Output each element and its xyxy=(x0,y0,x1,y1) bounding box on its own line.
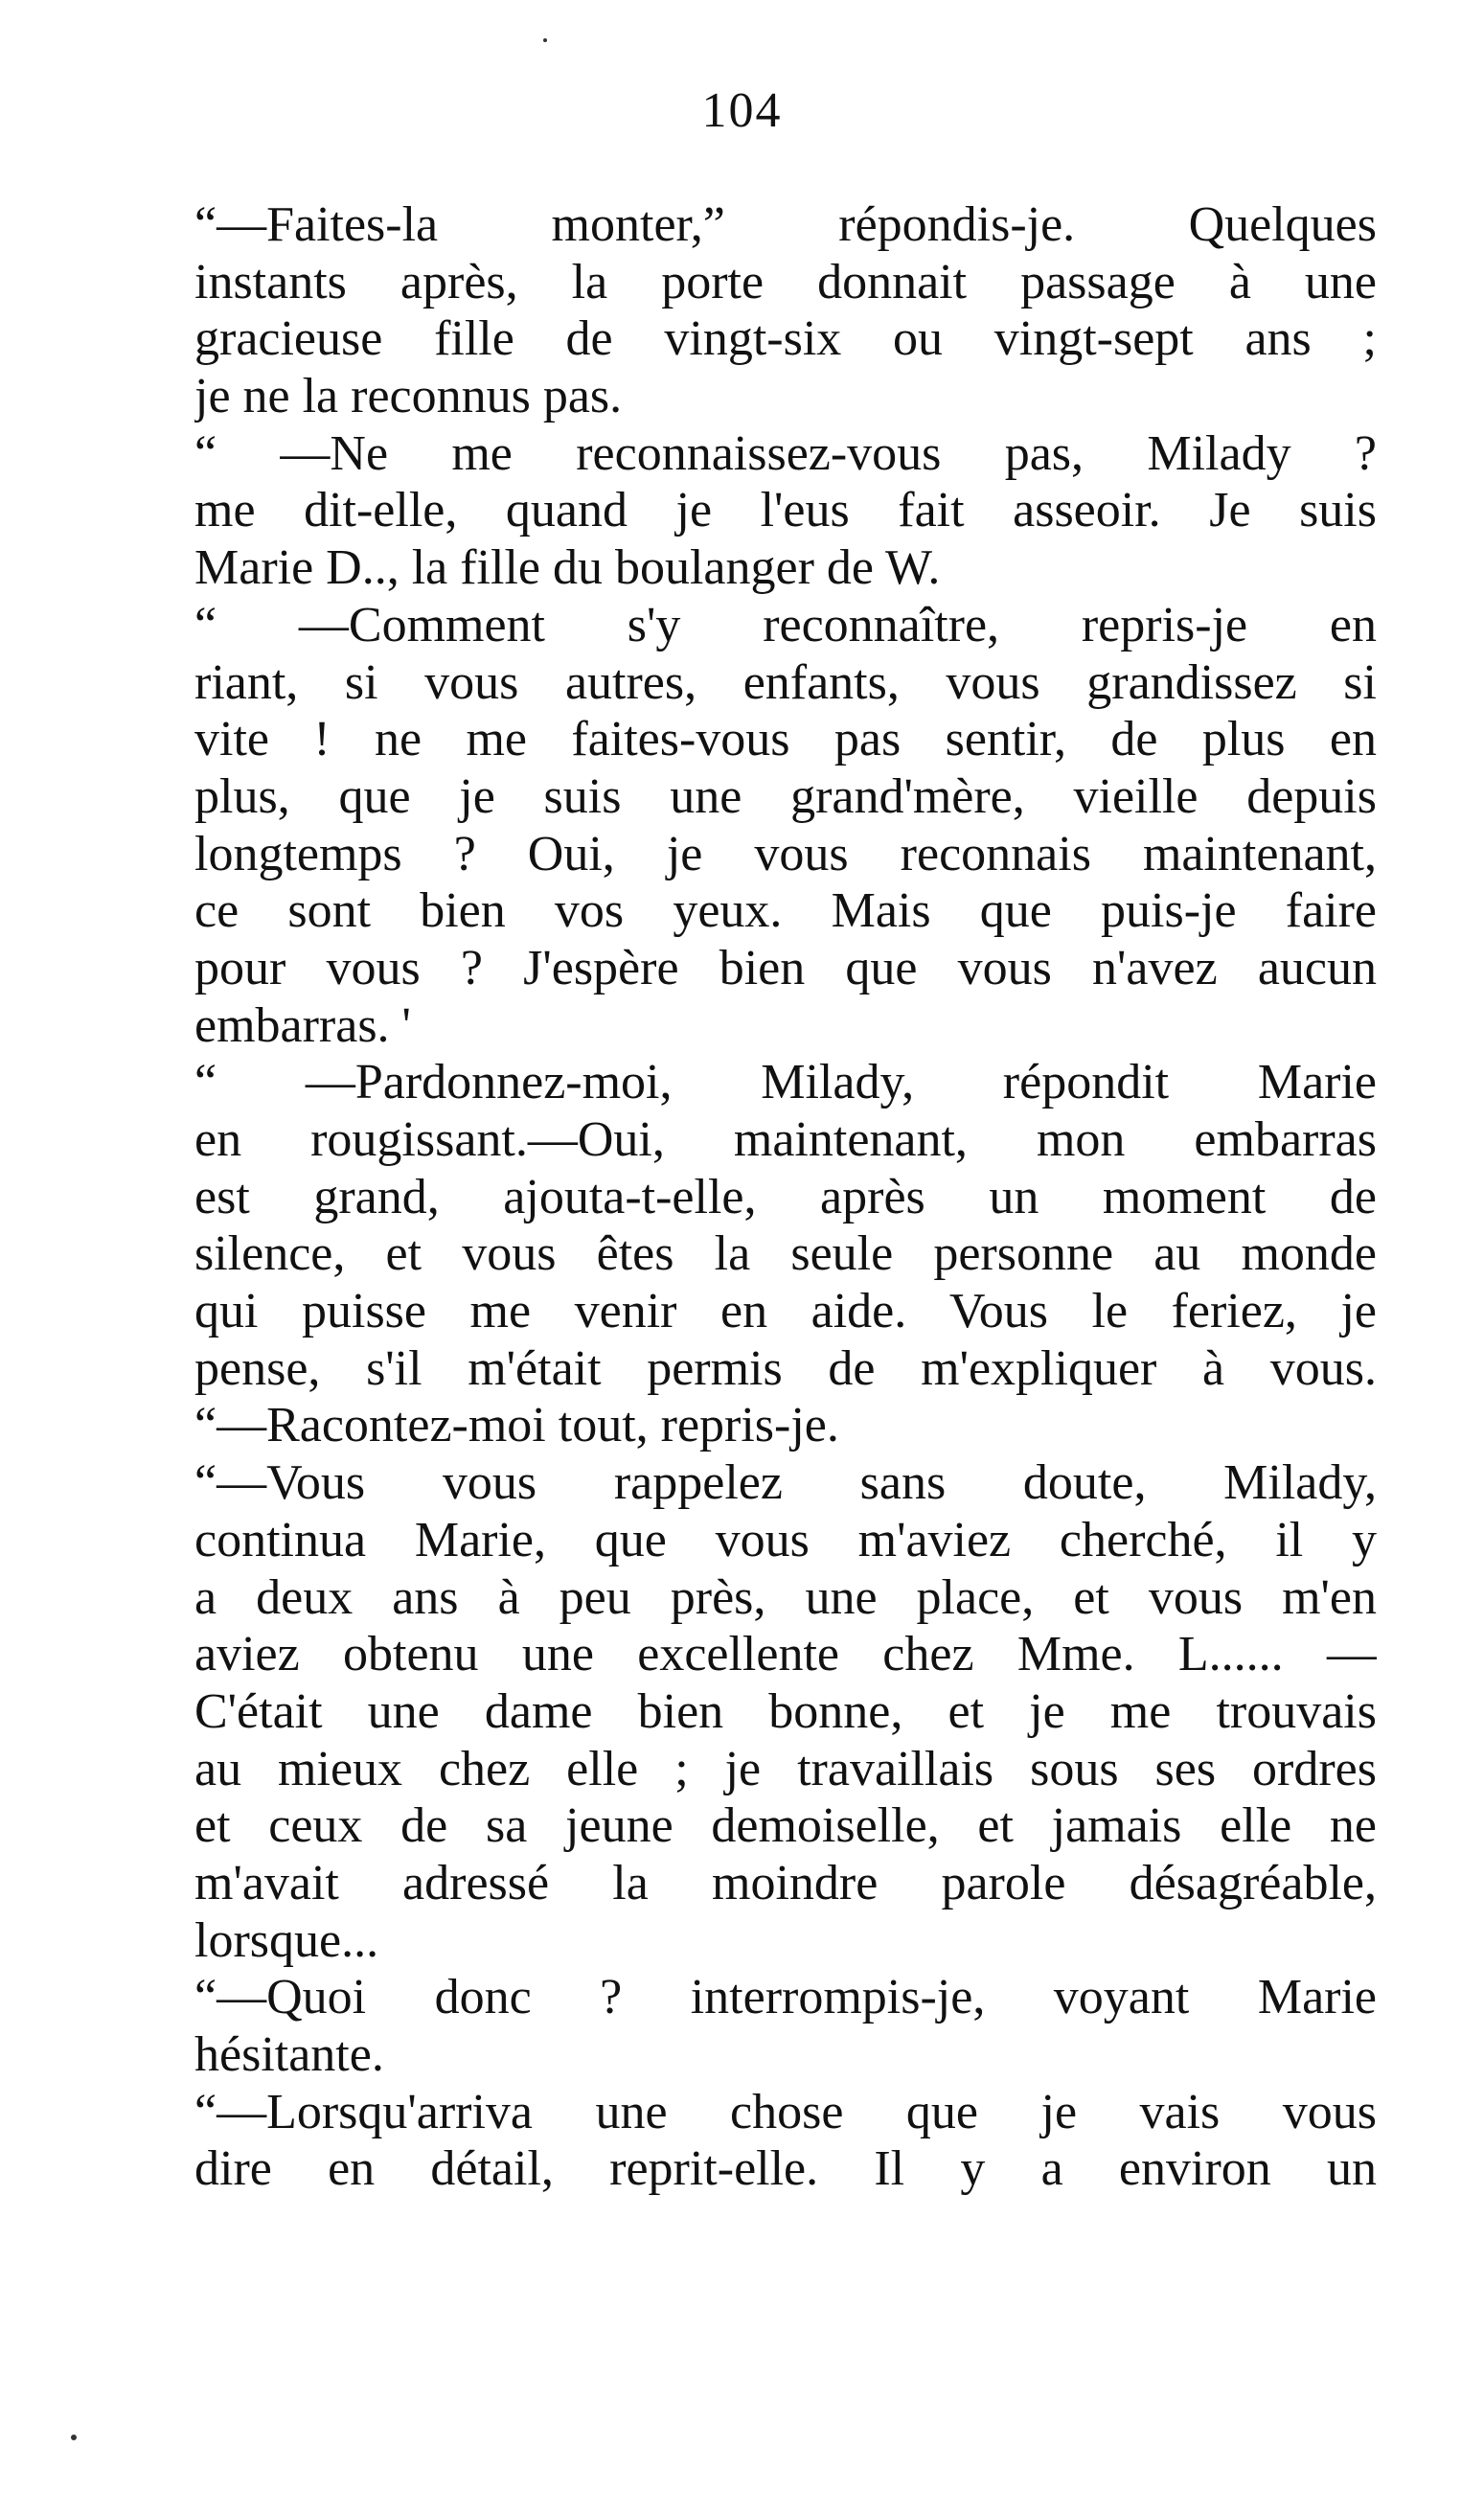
text-line: longtemps ? Oui, je vous reconnais maintenant, xyxy=(194,826,1377,881)
text-line: dire en détail, reprit-elle. Il y a environ un xyxy=(194,2141,1377,2197)
text-line: “ —Ne me reconnaissez-vous pas, Milady ? xyxy=(194,425,1377,481)
text-line: silence, et vous êtes la seule personne au monde xyxy=(194,1226,1377,1282)
text-line: a deux ans à peu près, une place, et vous m'en xyxy=(194,1569,1377,1625)
text-line: “—Quoi donc ? interrompis-je, voyant Marie xyxy=(194,1970,1377,2025)
text-line: est grand, ajouta-t-elle, après un moment de xyxy=(194,1169,1377,1224)
text-line: gracieuse fille de vingt-six ou vingt-sept ans ; xyxy=(194,311,1377,367)
text-line: en rougissant.—Oui, maintenant, mon embarras xyxy=(194,1112,1377,1167)
text-line: “ —Comment s'y reconnaître, repris-je en xyxy=(194,597,1377,652)
text-line: instants après, la porte donnait passage à une xyxy=(194,254,1377,309)
text-line: pour vous ? J'espère bien que vous n'avez aucun xyxy=(194,940,1377,995)
text-line: me dit-elle, quand je l'eus fait asseoir. Je suis xyxy=(194,483,1377,538)
speck-mark xyxy=(543,38,547,42)
text-line: pense, s'il m'était permis de m'expliquer à vous. xyxy=(194,1340,1377,1396)
text-line: Marie D.., la fille du boulanger de W. xyxy=(194,540,941,596)
text-line: m'avait adressé la moindre parole désagréable, xyxy=(194,1855,1377,1910)
text-line: “—Lorsqu'arriva une chose que je vais vous xyxy=(194,2084,1377,2139)
text-line: hésitante. xyxy=(194,2027,384,2082)
text-line: vite ! ne me faites-vous pas sentir, de plus en xyxy=(194,712,1377,767)
text-line: embarras. ' xyxy=(194,997,411,1053)
text-line: aviez obtenu une excellente chez Mme. L...... — xyxy=(194,1627,1377,1682)
text-line: au mieux chez elle ; je travaillais sous ses ordres xyxy=(194,1741,1377,1796)
speck-mark xyxy=(71,2435,77,2440)
text-line: “—Faites-la monter,” répondis-je. Quelques xyxy=(194,197,1377,252)
text-line: continua Marie, que vous m'aviez cherché, il y xyxy=(194,1512,1377,1567)
text-line: ce sont bien vos yeux. Mais que puis-je faire xyxy=(194,883,1377,939)
text-line: lorsque... xyxy=(194,1912,379,1968)
text-line: et ceux de sa jeune demoiselle, et jamais elle ne xyxy=(194,1798,1377,1854)
page-number: 104 xyxy=(701,83,783,138)
text-line: plus, que je suis une grand'mère, vieille depuis xyxy=(194,768,1377,824)
text-line: “—Racontez-moi tout, repris-je. xyxy=(194,1398,839,1453)
text-line: riant, si vous autres, enfants, vous grandissez si xyxy=(194,654,1377,710)
text-line: “ —Pardonnez-moi, Milady, répondit Marie xyxy=(194,1055,1377,1110)
text-line: “—Vous vous rappelez sans doute, Milady, xyxy=(194,1455,1377,1511)
body-text xyxy=(194,196,1377,2198)
text-line: je ne la reconnus pas. xyxy=(194,369,623,424)
text-line: qui puisse me venir en aide. Vous le feriez, je xyxy=(194,1284,1377,1339)
text-line: C'était une dame bien bonne, et je me trouvais xyxy=(194,1683,1377,1739)
